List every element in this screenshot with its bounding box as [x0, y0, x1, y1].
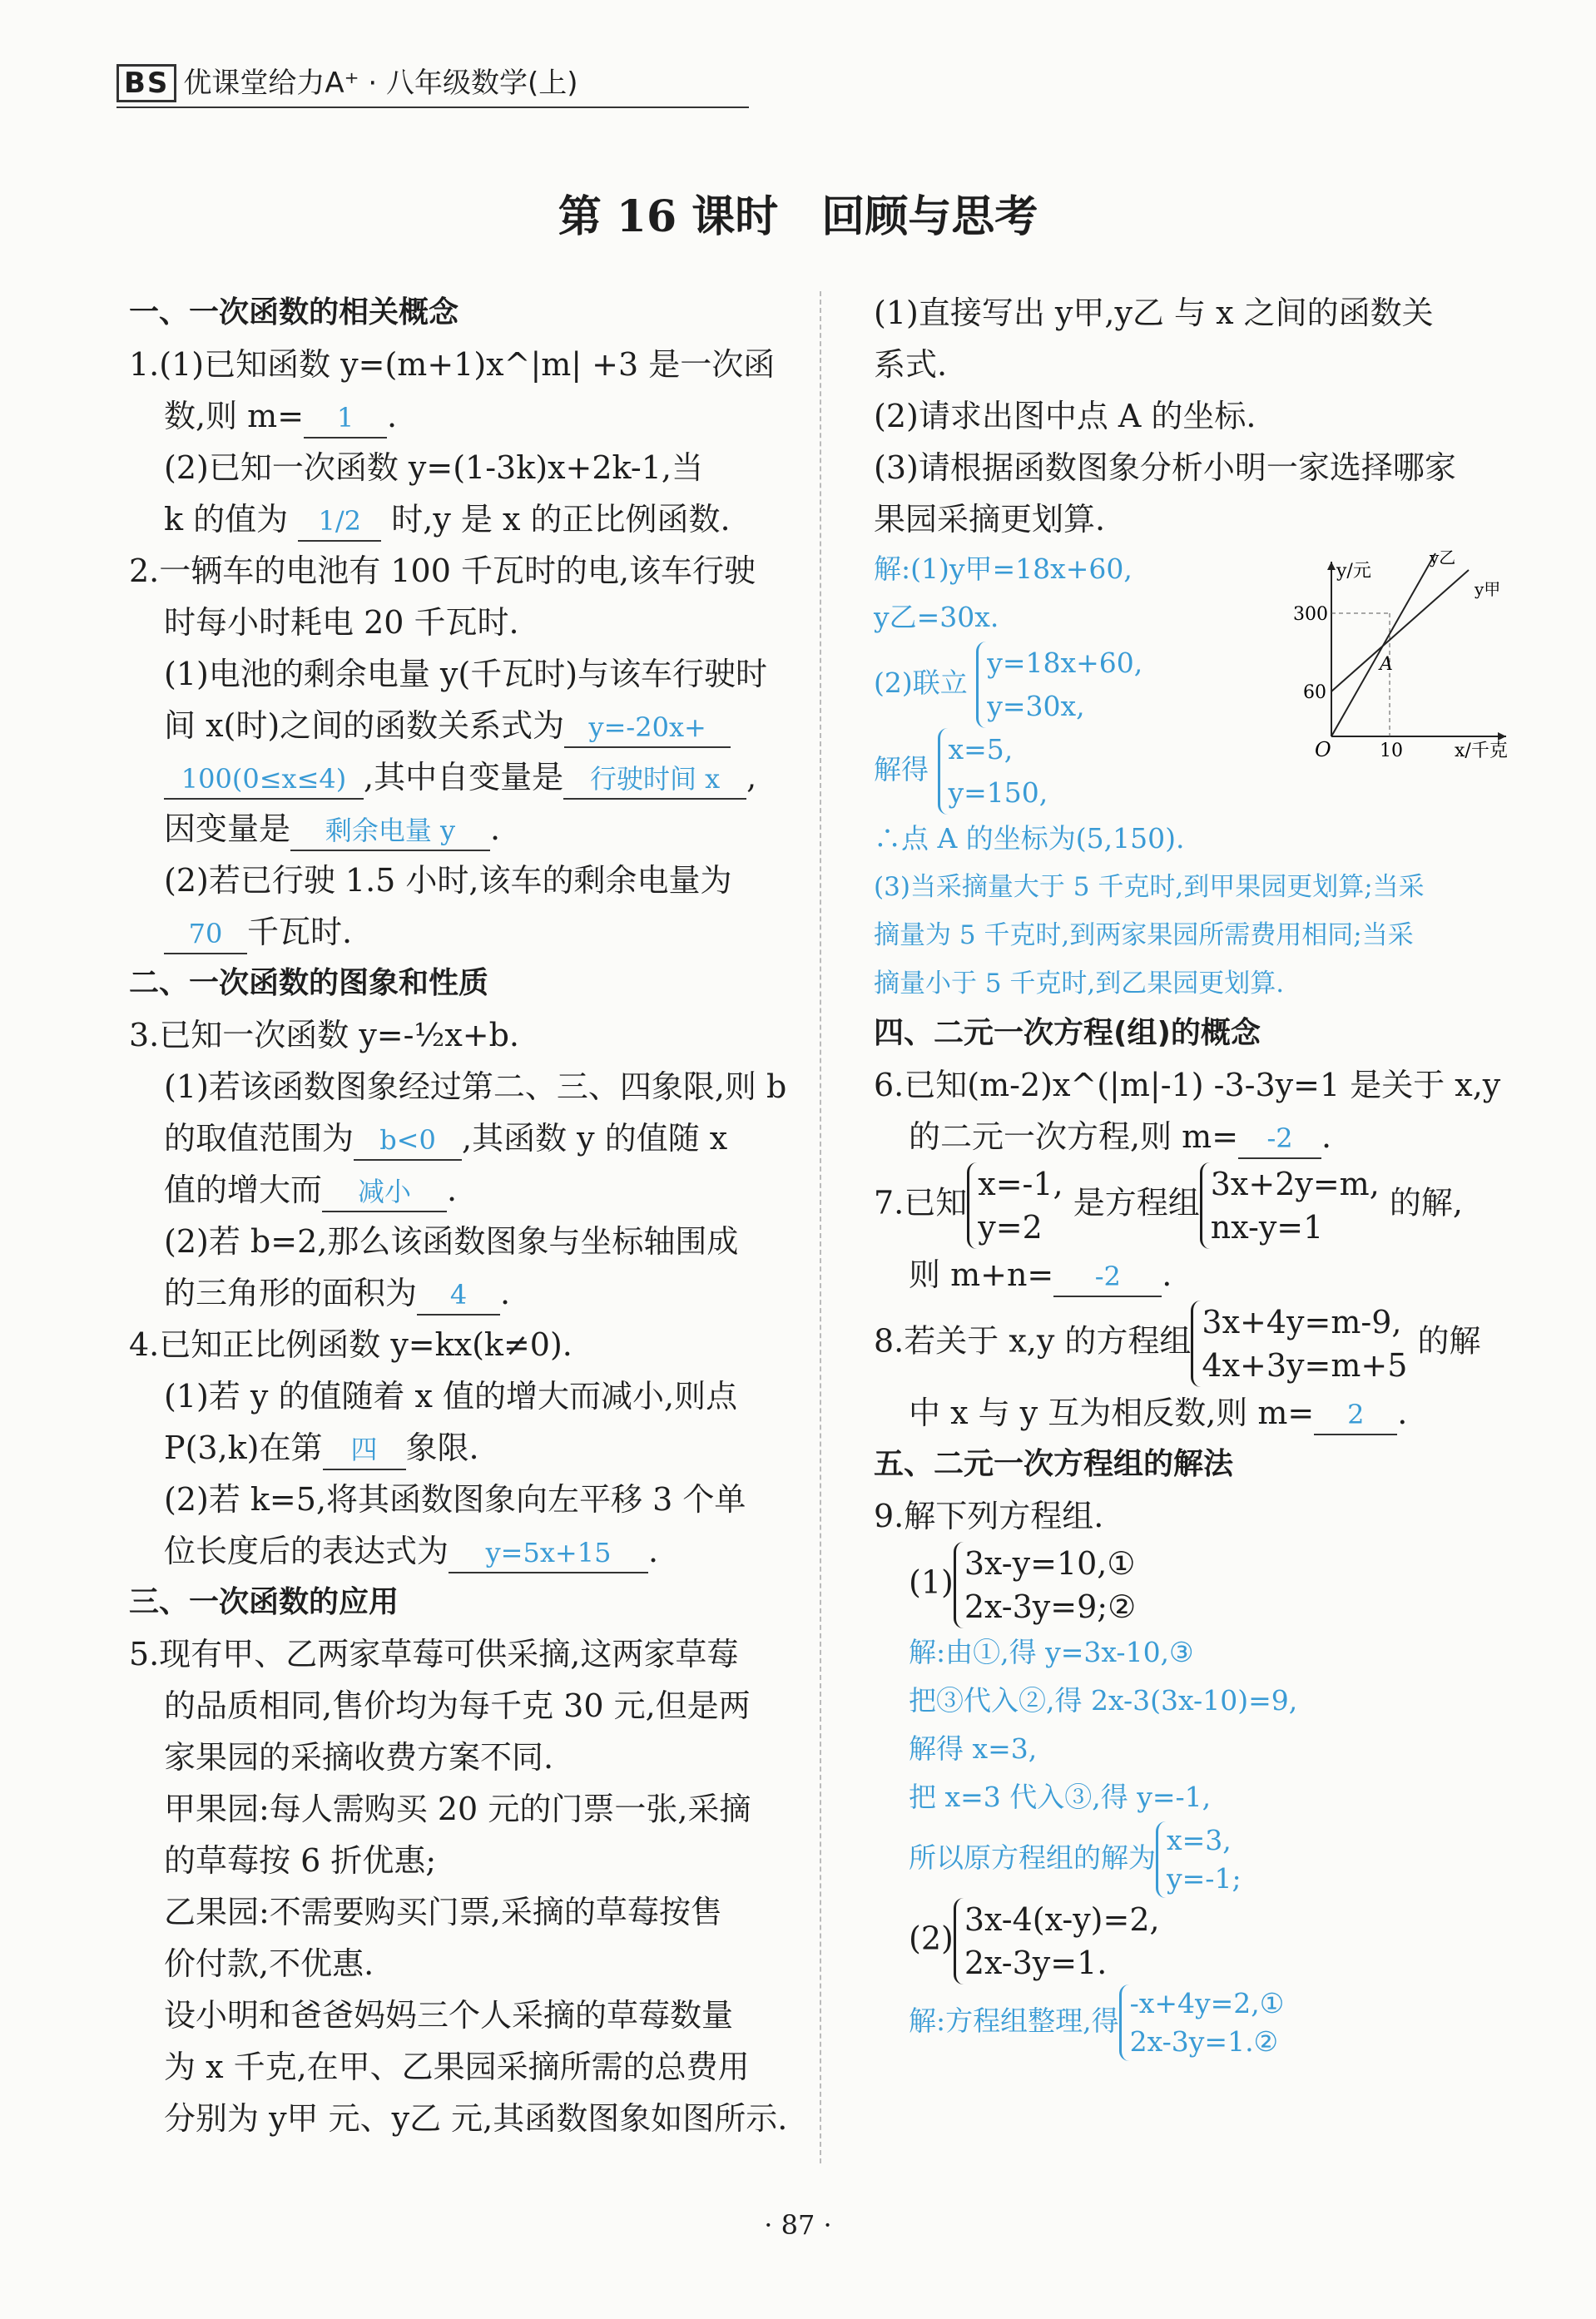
answer-blank: 行驶时间 x [563, 760, 746, 800]
question-text: 100(0≤x≤4) ,其中自变量是 行驶时间 x , [129, 751, 795, 803]
equation-system: 3x+2y=m, nx-y=1 [1200, 1162, 1380, 1249]
answer-text: 摘量为 5 千克时,到两家果园所需费用相同;当采 [874, 920, 1414, 950]
answer-text: (2)联立 y=18x+60, y=30x, [874, 642, 1506, 728]
answer-text: 把③代入②,得 2x-3(3x-10)=9, [909, 1684, 1298, 1717]
answer-blank: 1/2 [298, 502, 381, 542]
question-text: 的草莓按 6 折优惠; [164, 1842, 437, 1879]
tick-label: 10 [1380, 741, 1403, 761]
question-text: (1)3x-y=10,① 2x-3y=9;② [874, 1542, 1506, 1628]
answer-text: 解得 x=5, y=150, [874, 728, 1506, 815]
section-heading: 四、二元一次方程(组)的概念 [874, 1016, 1261, 1050]
question-text: (1)电池的剩余电量 y(千瓦时)与该车行驶时 [164, 656, 768, 692]
answer-text: 解得 x=3, [909, 1732, 1038, 1765]
answer-text: 所以原方程组的解为x=3, y=-1; [874, 1821, 1506, 1898]
point-label: A [1380, 654, 1393, 675]
question-text: (2)请求出图中点 A 的坐标. [874, 398, 1256, 434]
tick-label: 300 [1293, 604, 1328, 625]
question-text: 值的增大而 减小 . [129, 1164, 795, 1216]
question-text: 则 m+n= -2 . [874, 1249, 1506, 1301]
equation-system: x=5, y=150, [938, 728, 1048, 815]
equation-system: -x+4y=2,① 2x-3y=1.② [1119, 1985, 1285, 2061]
question-text: 2.一辆车的电池有 100 千瓦时的电,该车行驶 [129, 552, 756, 589]
equation-system: 3x-y=10,① 2x-3y=9;② [954, 1542, 1136, 1628]
y-axis-label: y/元 [1336, 561, 1371, 582]
question-text: 6.已知(m-2)x^(|m|-1) -3-3y=1 是关于 x,y [874, 1067, 1501, 1103]
question-text: 1.(1)已知函数 y=(m+1)x^|m| +3 是一次函 [129, 346, 776, 383]
question-text: 位长度后的表达式为 y=5x+15 . [129, 1525, 795, 1577]
origin-label: O [1315, 738, 1331, 761]
question-text: 甲果园:每人需购买 20 元的门票一张,采摘 [164, 1791, 751, 1827]
answer-blank: 1 [304, 399, 387, 439]
header-text: 优课堂给力A⁺ · 八年级数学(上) [183, 67, 578, 100]
question-text: 的取值范围为 b<0 ,其函数 y 的值随 x [129, 1112, 795, 1164]
question-text: 5.现有甲、乙两家草莓可供采摘,这两家草莓 [129, 1636, 739, 1672]
question-text: 3.已知一次函数 y=-½x+b. [129, 1017, 519, 1053]
question-text: 的品质相同,售价均为每千克 30 元,但是两 [164, 1687, 751, 1724]
question-text: 9.解下列方程组. [874, 1498, 1104, 1534]
answer-blank: -2 [1238, 1119, 1321, 1159]
answer-blank: y=5x+15 [449, 1534, 648, 1573]
answer-text: y乙=30x. [874, 601, 999, 633]
question-text: 乙果园:不需要购买门票,采摘的草莓按售 [164, 1894, 722, 1930]
header [116, 60, 578, 102]
page-number: · 87 · [764, 2209, 832, 2241]
equation-system: y=18x+60, y=30x, [976, 642, 1142, 728]
tick-label: 60 [1303, 682, 1326, 703]
x-arrow-icon [1498, 732, 1506, 741]
answer-blank: 100(0≤x≤4) [164, 760, 364, 800]
answer-blank: 减小 [322, 1172, 447, 1212]
answer-blank: 2 [1314, 1395, 1397, 1435]
answer-blank: 70 [164, 914, 247, 954]
equation-system: x=3, y=-1; [1156, 1821, 1242, 1898]
question-text: 间 x(时)之间的函数关系式为 y=-20x+ [129, 700, 795, 751]
question-text: 70 千瓦时. [129, 906, 795, 958]
answer-text: ∴点 A 的坐标为(5,150). [874, 822, 1185, 855]
question-text: 数,则 m= 1 . [129, 390, 795, 442]
section-heading: 三、一次函数的应用 [129, 1585, 399, 1619]
answer-text: (3)当采摘量大于 5 千克时,到甲果园更划算;当采 [874, 872, 1425, 902]
answer-blank: b<0 [354, 1121, 462, 1161]
answer-text: 摘量小于 5 千克时,到乙果园更划算. [874, 969, 1285, 998]
question-text: 因变量是 剩余电量 y . [129, 803, 795, 855]
question-text: 系式. [874, 346, 948, 383]
question-text: 8.若关于 x,y 的方程组3x+4y=m-9, 4x+3y=m+5 的解 [874, 1301, 1506, 1387]
series-label: y乙 [1430, 548, 1456, 567]
question-text: 设小明和爸爸妈妈三个人采摘的草莓数量 [164, 1997, 734, 2034]
answer-text: 解:方程组整理,得-x+4y=2,① 2x-3y=1.② [874, 1985, 1506, 2061]
question-text: 为 x 千克,在甲、乙果园采摘所需的总费用 [164, 2049, 750, 2085]
question-text: 的二元一次方程,则 m= -2 . [874, 1111, 1506, 1162]
question-text: (2)若 k=5,将其函数图象向左平移 3 个单 [164, 1481, 746, 1518]
answer-blank: 四 [323, 1430, 406, 1470]
equation-system: x=-1, y=2 [967, 1162, 1063, 1249]
answer-blank: y=-20x+ [564, 708, 731, 748]
question-text: P(3,k)在第 四 象限. [129, 1422, 795, 1474]
question-text: (3)请根据函数图象分析小明一家选择哪家 [874, 449, 1456, 486]
equation-system: 3x+4y=m-9, 4x+3y=m+5 [1191, 1301, 1407, 1387]
question-text: 中 x 与 y 互为相反数,则 m= 2 . [874, 1387, 1506, 1439]
answer-blank: -2 [1053, 1257, 1162, 1297]
question-text: 价付款,不优惠. [164, 1945, 374, 1982]
question-text: (1)若该函数图象经过第二、三、四象限,则 b [164, 1068, 787, 1105]
column-divider [820, 291, 821, 2163]
question-text: (2)3x-4(x-y)=2, 2x-3y=1. [874, 1898, 1506, 1985]
question-text: 家果园的采摘收费方案不同. [164, 1739, 554, 1776]
question-text: 果园采摘更划算. [874, 501, 1106, 538]
y-arrow-icon [1327, 562, 1336, 570]
left-column [129, 287, 795, 2144]
section-heading: 二、一次函数的图象和性质 [129, 966, 489, 1000]
question-text: 时每小时耗电 20 千瓦时. [164, 604, 519, 641]
question-text: (2)已知一次函数 y=(1-3k)x+2k-1,当 [164, 449, 703, 486]
question-text: (2)若已行驶 1.5 小时,该车的剩余电量为 [164, 862, 732, 899]
x-axis-label: x/千克 [1455, 741, 1508, 761]
question-text: (1)若 y 的值随着 x 值的增大而减小,则点 [164, 1378, 738, 1415]
question-text: (2)若 b=2,那么该函数图象与坐标轴围成 [164, 1223, 739, 1260]
series-label: y甲 [1475, 579, 1501, 599]
answer-text: 把 x=3 代入③,得 y=-1, [909, 1781, 1212, 1813]
answer-text: 解:(1)y甲=18x+60, [874, 552, 1133, 585]
question-text: 的三角形的面积为 4 . [129, 1267, 795, 1319]
section-heading: 五、二元一次方程组的解法 [874, 1447, 1234, 1481]
line-y-jia [1331, 570, 1469, 691]
page-title: 第 16 课时 回顾与思考 [558, 191, 1038, 242]
question-text: (1)直接写出 y甲,y乙 与 x 之间的函数关 [874, 295, 1434, 331]
header-rule [116, 107, 749, 108]
equation-system: 3x-4(x-y)=2, 2x-3y=1. [954, 1898, 1160, 1985]
answer-blank: 4 [417, 1276, 500, 1316]
answer-blank: 剩余电量 y [290, 811, 490, 851]
question-text: k 的值为 1/2 时,y 是 x 的正比例函数. [129, 493, 795, 545]
question-text: 7.已知x=-1, y=2 是方程组3x+2y=m, nx-y=1 的解, [874, 1162, 1506, 1249]
answer-text: 解:由①,得 y=3x-10,③ [909, 1636, 1194, 1668]
function-graph [1265, 545, 1514, 761]
logo: BS [116, 64, 176, 102]
question-text: 分别为 y甲 元、y乙 元,其函数图象如图所示. [164, 2100, 788, 2137]
section-heading: 一、一次函数的相关概念 [129, 295, 459, 330]
question-text: 4.已知正比例函数 y=kx(k≠0). [129, 1326, 572, 1363]
